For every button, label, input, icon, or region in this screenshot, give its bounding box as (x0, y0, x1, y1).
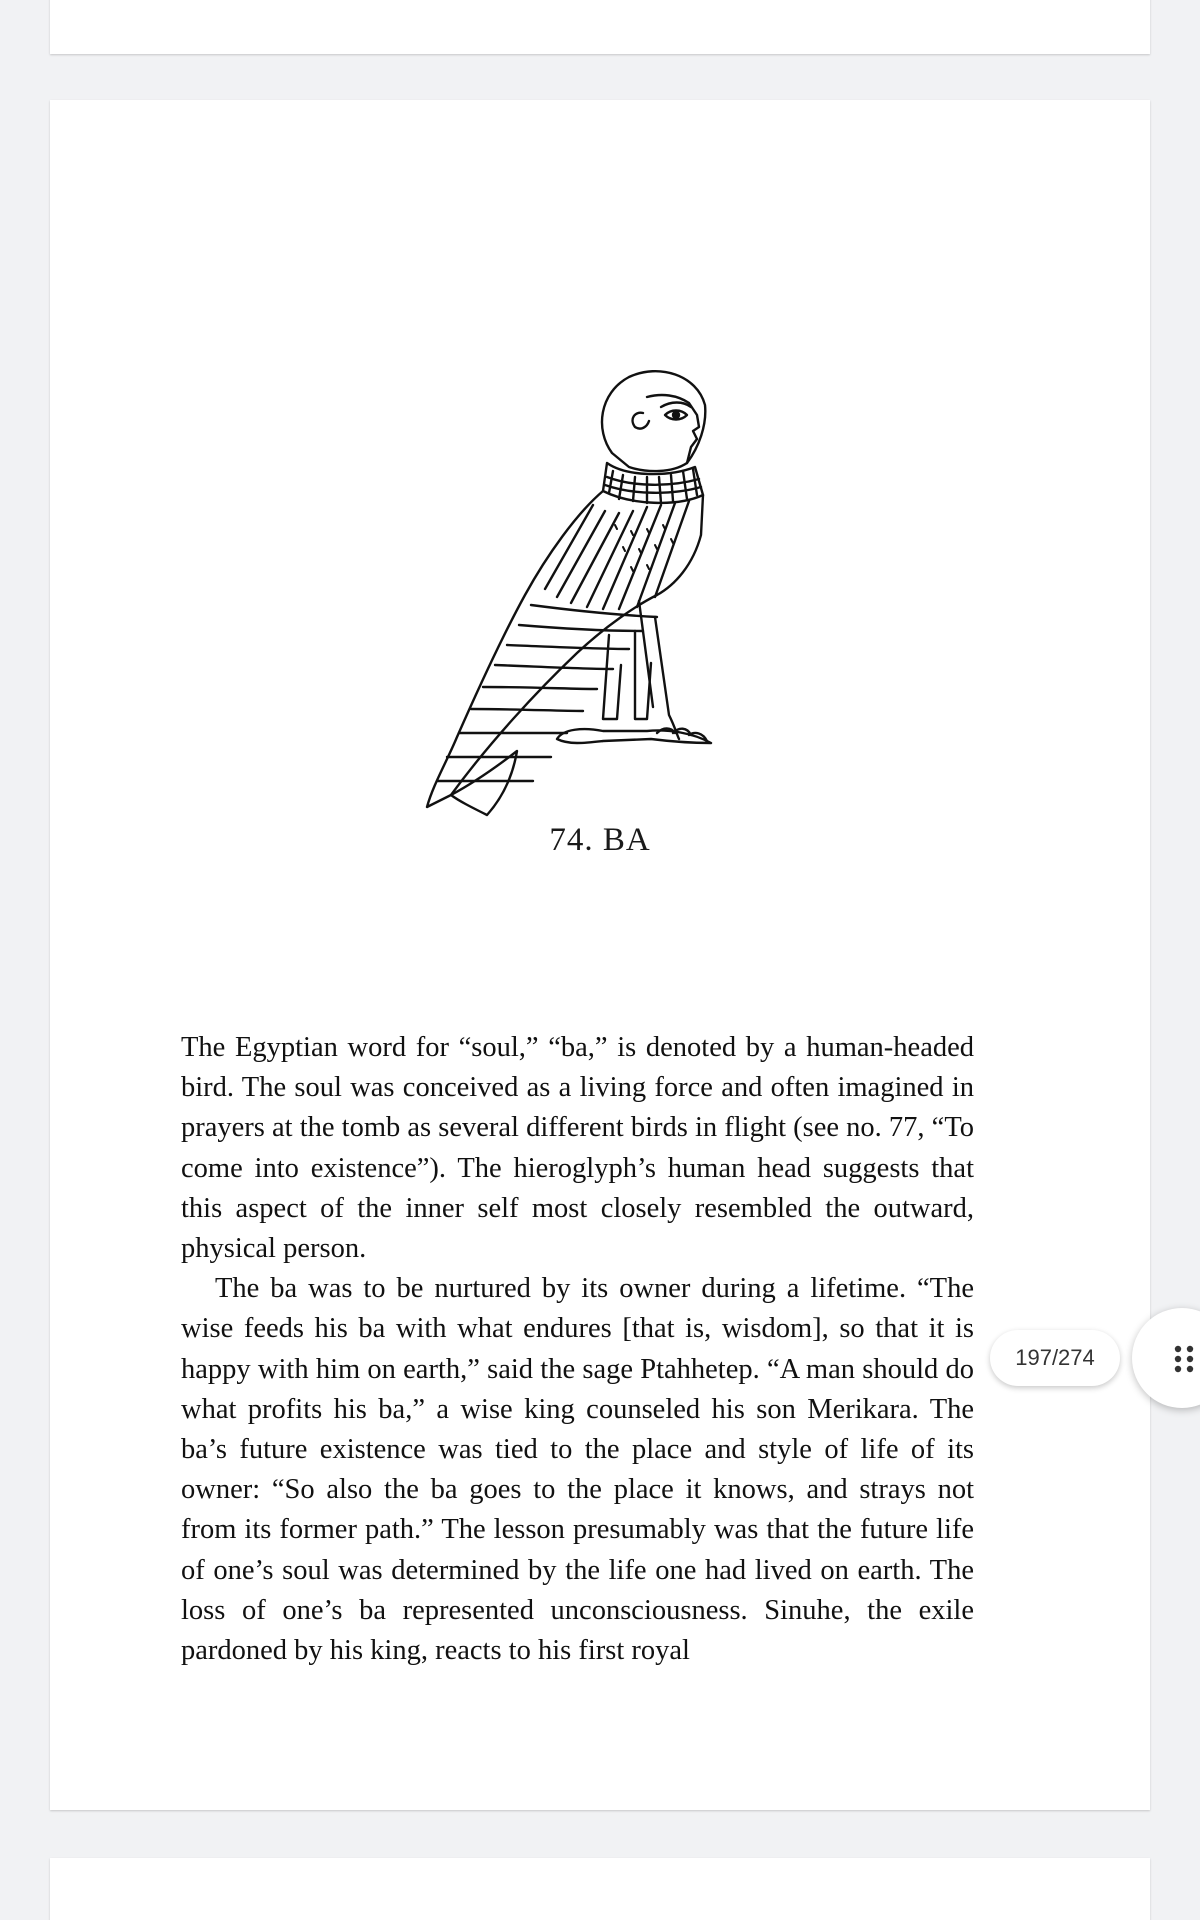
page-number-indicator: 197/274 (990, 1330, 1120, 1386)
paragraph-1: The Egyptian word for “soul,” “ba,” is denoted by a human-headed bird. The soul was conceived as a living force and often imagined in prayers at the tomb as several different birds in flight (see no. 77, “To come into existence”). The hieroglyph’s human head suggests that this aspect of the inner self most closely resembled the outward, physical person. (181, 1032, 974, 1265)
current-page (50, 100, 1150, 1810)
drag-dots-icon (1172, 1344, 1196, 1374)
previous-page (50, 0, 1150, 54)
next-page (50, 1858, 1150, 1920)
ba-bird-illustration (407, 335, 787, 855)
paragraph-2: The ba was to be nurtured by its owner during a lifetime. “The wise feeds his ba with what endures [that is, wisdom], so that it is happy with him on earth,” said the sage Ptahhetep. “A man should do what profits his ba,” a wise king counseled his son Merikara. The ba’s future existence was tied to the place and style of life of its owner: “So also the ba goes to the place it knows, and strays not from its former path.” The lesson presumably was that the future life of one’s soul was determined by the life one had lived on earth. The loss of one’s ba represented unconsciousness. Sinuhe, the exile pardoned by his king, reacts to his first royal (181, 1273, 974, 1667)
body-text (181, 1028, 974, 1671)
figure-caption: 74. BA (549, 822, 651, 858)
